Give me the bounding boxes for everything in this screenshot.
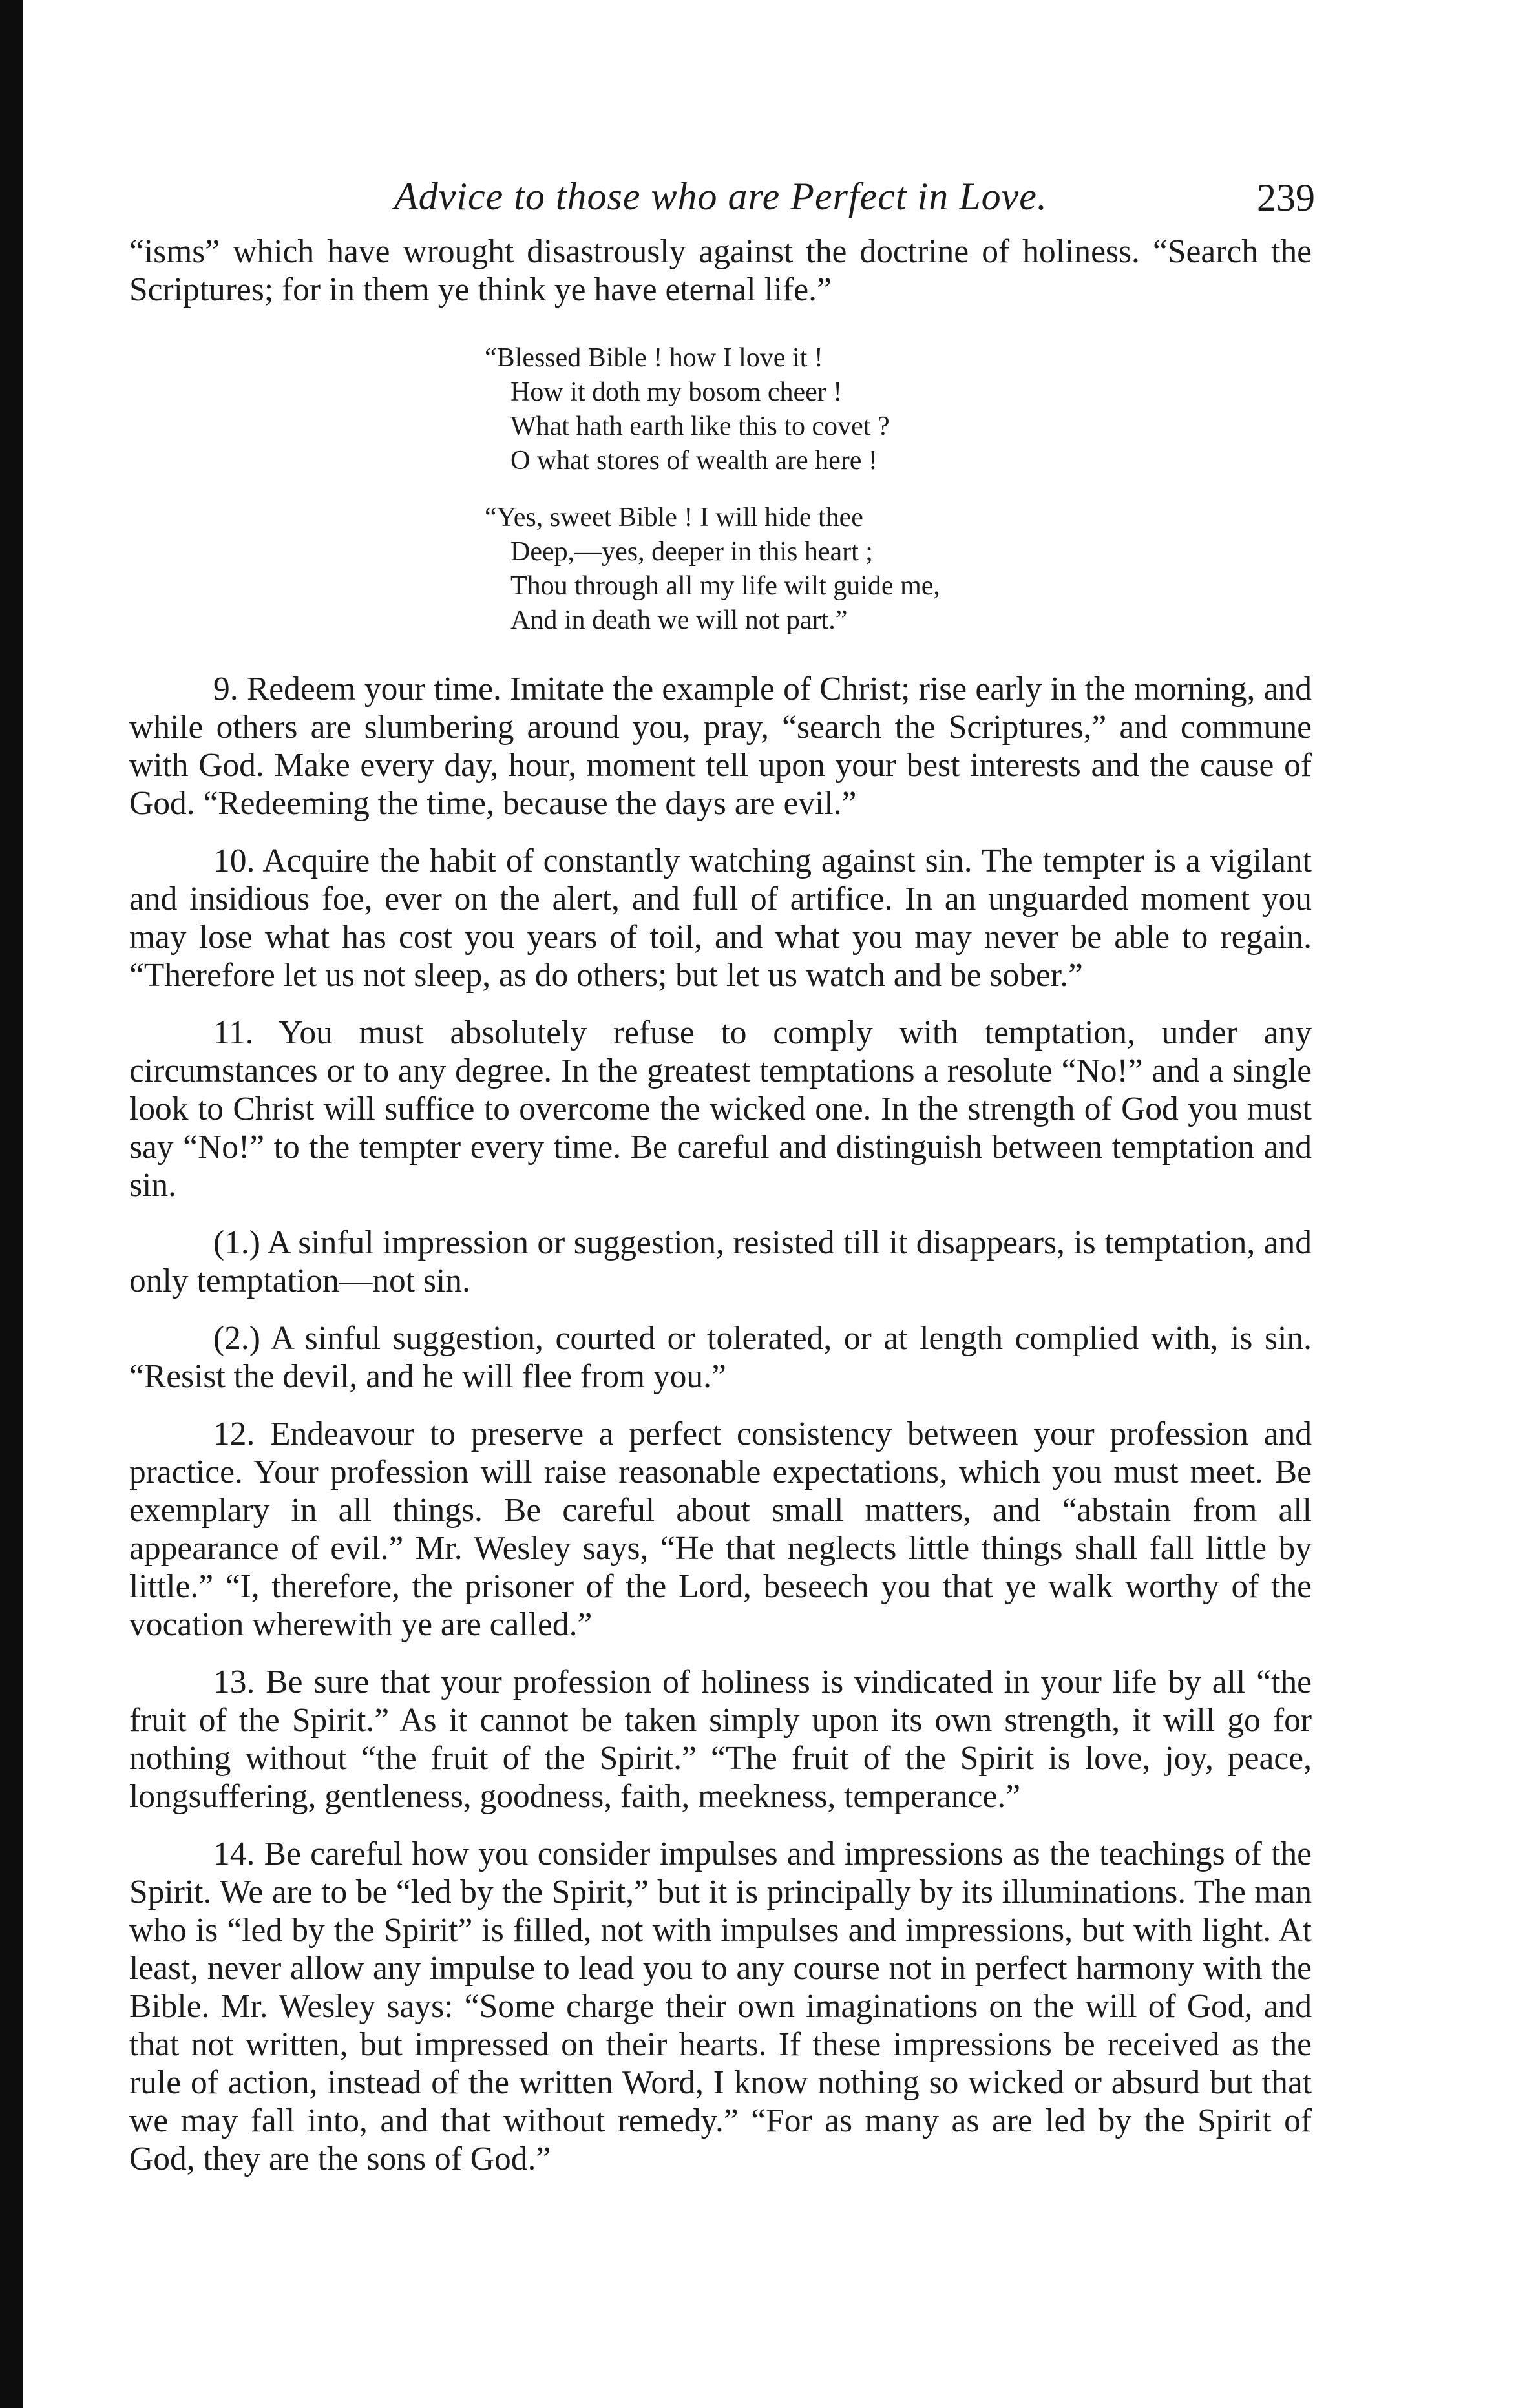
paragraph-12: 12. Endeavour to preserve a perfect consistency between your profession and practice. Your profession will raise reasonable expectations, which you must meet. Be exemplary in all things. Be careful about small matters, and “abstain from all appearance of evil.” Mr. Wesley says, “He that neglects little things shall fall little by little.” “I, therefore, the prisoner of the Lord, beseech you that ye walk worthy of the vocation wherewith ye are called.”	[129, 1416, 1312, 1643]
poem-line: How it doth my bosom cheer !	[510, 377, 843, 407]
paragraph-14: 14. Be careful how you consider impulses and impressions as the teachings of the Spirit. We are to be “led by the Spirit,” but it is principally by its illuminations. The man who is “led by the Spirit” is filled, not with impulses and impressions, but with light. At least, never allow any impulse to lead you to any course not in perfect harmony with the Bible. Mr. Wesley says: “Some charge their own imaginations on the will of God, and that not written, but impressed on their hearts. If these impressions be received as the rule of action, instead of the written Word, I know nothing so wicked or absurd but that we may fall into, and that without remedy.” “For as many as are led by the Spirit of God, they are the sons of God.”	[129, 1836, 1312, 2177]
running-head	[129, 162, 1315, 233]
poem-line: Thou through all my life wilt guide me,	[510, 571, 940, 601]
paragraph-11-1: (1.) A sinful impression or suggestion, resisted till it disappears, is temptation, and only temptation—not sin.	[129, 1224, 1312, 1299]
paragraph-10: 10. Acquire the habit of constantly watching against sin. The tempter is a vigilant and insidious foe, ever on the alert, and full of artifice. In an unguarded moment you may lose what has cost you years of toil, and what you may never be able to regain. “Therefore let us not sleep, as do others; but let us watch and be sober.”	[129, 843, 1312, 994]
poem-line: “Blessed Bible ! how I love it !	[485, 343, 823, 373]
poem	[129, 341, 1312, 638]
poem-line: “Yes, sweet Bible ! I will hide thee	[485, 503, 863, 532]
book-page	[129, 162, 1315, 2178]
scan-edge-bar	[0, 0, 23, 2408]
opening-paragraph: “isms” which have wrought disastrously against the doctrine of holiness. “Search the Scriptures; for in them ye think ye have eternal life.”	[129, 233, 1312, 308]
poem-stanza	[485, 501, 1312, 638]
paragraph-9: 9. Redeem your time. Imitate the example of Christ; rise early in the morning, and while others are slumbering around you, pray, “search the Scriptures,” and commune with God. Make every day, hour, moment tell upon your best interests and the cause of God. “Redeeming the time, because the days are evil.”	[129, 671, 1312, 822]
poem-line: And in death we will not part.”	[510, 605, 848, 635]
paragraph-13: 13. Be sure that your profession of holiness is vindicated in your life by all “the fruit of the Spirit.” As it cannot be taken simply upon its own strength, it will go for nothing without “the fruit of the Spirit.” “The fruit of the Spirit is love, joy, peace, longsuffering, gentleness, goodness, faith, meekness, temperance.”	[129, 1664, 1312, 1815]
poem-line: What hath earth like this to covet ?	[510, 412, 890, 441]
poem-line: Deep,—yes, deeper in this heart ;	[510, 537, 873, 567]
page-number: 239	[1257, 176, 1315, 219]
running-title: Advice to those who are Perfect in Love.	[394, 175, 1047, 218]
paragraph-11: 11. You must absolutely refuse to comply with temptation, under any circumstances or to any degree. In the greatest temptations a resolute “No!” and a single look to Christ will suffice to overcome the wicked one. In the strength of God you must say “No!” to the tempter every time. Be careful and distinguish between temptation and sin.	[129, 1014, 1312, 1204]
paragraph-11-2: (2.) A sinful suggestion, courted or tolerated, or at length complied with, is sin. “Resist the devil, and he will flee from you.”	[129, 1320, 1312, 1395]
poem-line: O what stores of wealth are here !	[510, 446, 878, 476]
poem-stanza	[485, 341, 1312, 478]
